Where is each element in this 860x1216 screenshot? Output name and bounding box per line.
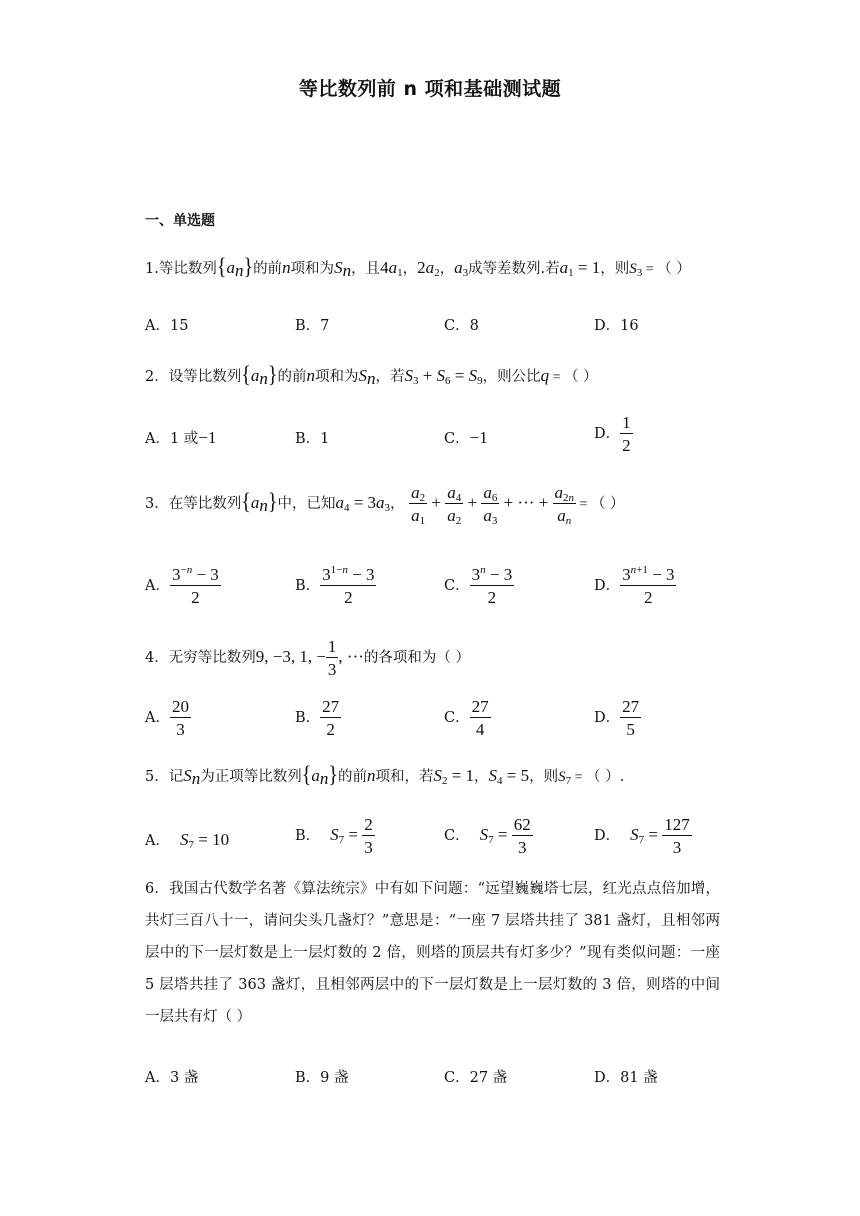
option-c[interactable]: C． $\frac{27}{4}$ [444, 697, 489, 739]
question-1: 1.等比数列$\{a_n\}$的前n项和为$S_n$，且$4a_1$，$2a_2$，$a_3$成等差数列.若$a_1 = 1$，则$S_3$ = （ ） [145, 254, 691, 280]
question-6: 6．我国古代数学名著《算法统宗》中有如下问题：“远望巍巍塔七层，红光点点倍加增，共灯三百八十一，请问尖头几盏灯？”意思是：“一座 7 层塔共挂了 381 盏灯，且相邻两层中的下一层灯数是上一层灯数的 2 倍，则塔的顶层共有灯多少？”现有类似问题：一座 5 层塔共挂了 363 盏灯，且相邻两层中的下一层灯数是上一层灯数的 3 倍，则塔的中间一层共有灯（ ） [145, 881, 720, 1025]
option-b[interactable]: B．1 [295, 431, 330, 447]
option-c[interactable]: C． $S_7$ = $\frac{62}{3}$ [444, 815, 531, 857]
question-2: 2．设等比数列$\{a_n\}$的前n项和为$S_n$，若$S_3 + S_6 = S_9$，则公比q = （ ） [145, 362, 598, 388]
option-c[interactable]: C．27 盏 [444, 1070, 508, 1086]
section-heading: 一、单选题 [145, 213, 215, 229]
option-a[interactable]: A．3 盏 [145, 1070, 199, 1086]
question-4: 4．无穷等比数列9, −3, 1, − $\frac{1}{3}$ , ···的各项和为（ ） [145, 637, 471, 679]
option-b[interactable]: B． $\frac{3^{1-n} - 3}{2}$ [295, 564, 375, 607]
option-b[interactable]: B． $\frac{27}{2}$ [295, 697, 340, 739]
option-a[interactable]: A．15 [145, 318, 189, 334]
option-b[interactable]: B． $S_7$ = $\frac{2}{3}$ [295, 815, 373, 857]
option-c[interactable]: C．8 [444, 318, 479, 334]
page-title: 等比数列前 n 项和基础测试题 [298, 78, 562, 100]
option-d[interactable]: D．16 [594, 318, 639, 334]
question-number: 5． [145, 769, 169, 785]
option-c[interactable]: C． $\frac{3^n - 3}{2}$ [444, 564, 513, 607]
option-a[interactable]: A． $S_7 = 10$ [145, 830, 230, 851]
option-d[interactable]: D．81 盏 [594, 1070, 658, 1086]
option-d[interactable]: D． $\frac{1}{2}$ [594, 413, 631, 455]
option-d[interactable]: D． $\frac{3^{n+1} - 3}{2}$ [594, 564, 675, 607]
question-3: 3．在等比数列$\{a_n\}$中，已知$a_4 = 3a_3$， $\frac{a_2}{a_1}$ + $\frac{a_4}{a_2}$ + $\frac{a_6}{a_3}$ + ··· + $\frac{a_{2n}}{a_n}$ = （ ） [145, 483, 625, 527]
option-b[interactable]: B．7 [295, 318, 330, 334]
option-c[interactable]: C．−1 [444, 428, 488, 447]
option-a[interactable]: A． $\frac{20}{3}$ [145, 697, 189, 739]
option-a[interactable]: A．1 或−1 [145, 428, 217, 447]
question-number: 3． [145, 496, 169, 512]
option-b[interactable]: B．9 盏 [295, 1070, 349, 1086]
option-d[interactable]: D． $S_7$ = $\frac{127}{3}$ [594, 815, 690, 857]
option-d[interactable]: D． $\frac{27}{5}$ [594, 697, 640, 739]
question-5: 5．记$S_n$为正项等比数列$\{a_n\}$的前n项和，若$S_2 = 1$，$S_4 = 5$，则$S_7$ = （ ）. [145, 762, 625, 788]
question-number: 1. [145, 261, 159, 277]
question-number: 4． [145, 650, 169, 666]
option-a[interactable]: A． $\frac{3^{-n} - 3}{2}$ [145, 564, 219, 607]
question-number: 2． [145, 369, 169, 385]
